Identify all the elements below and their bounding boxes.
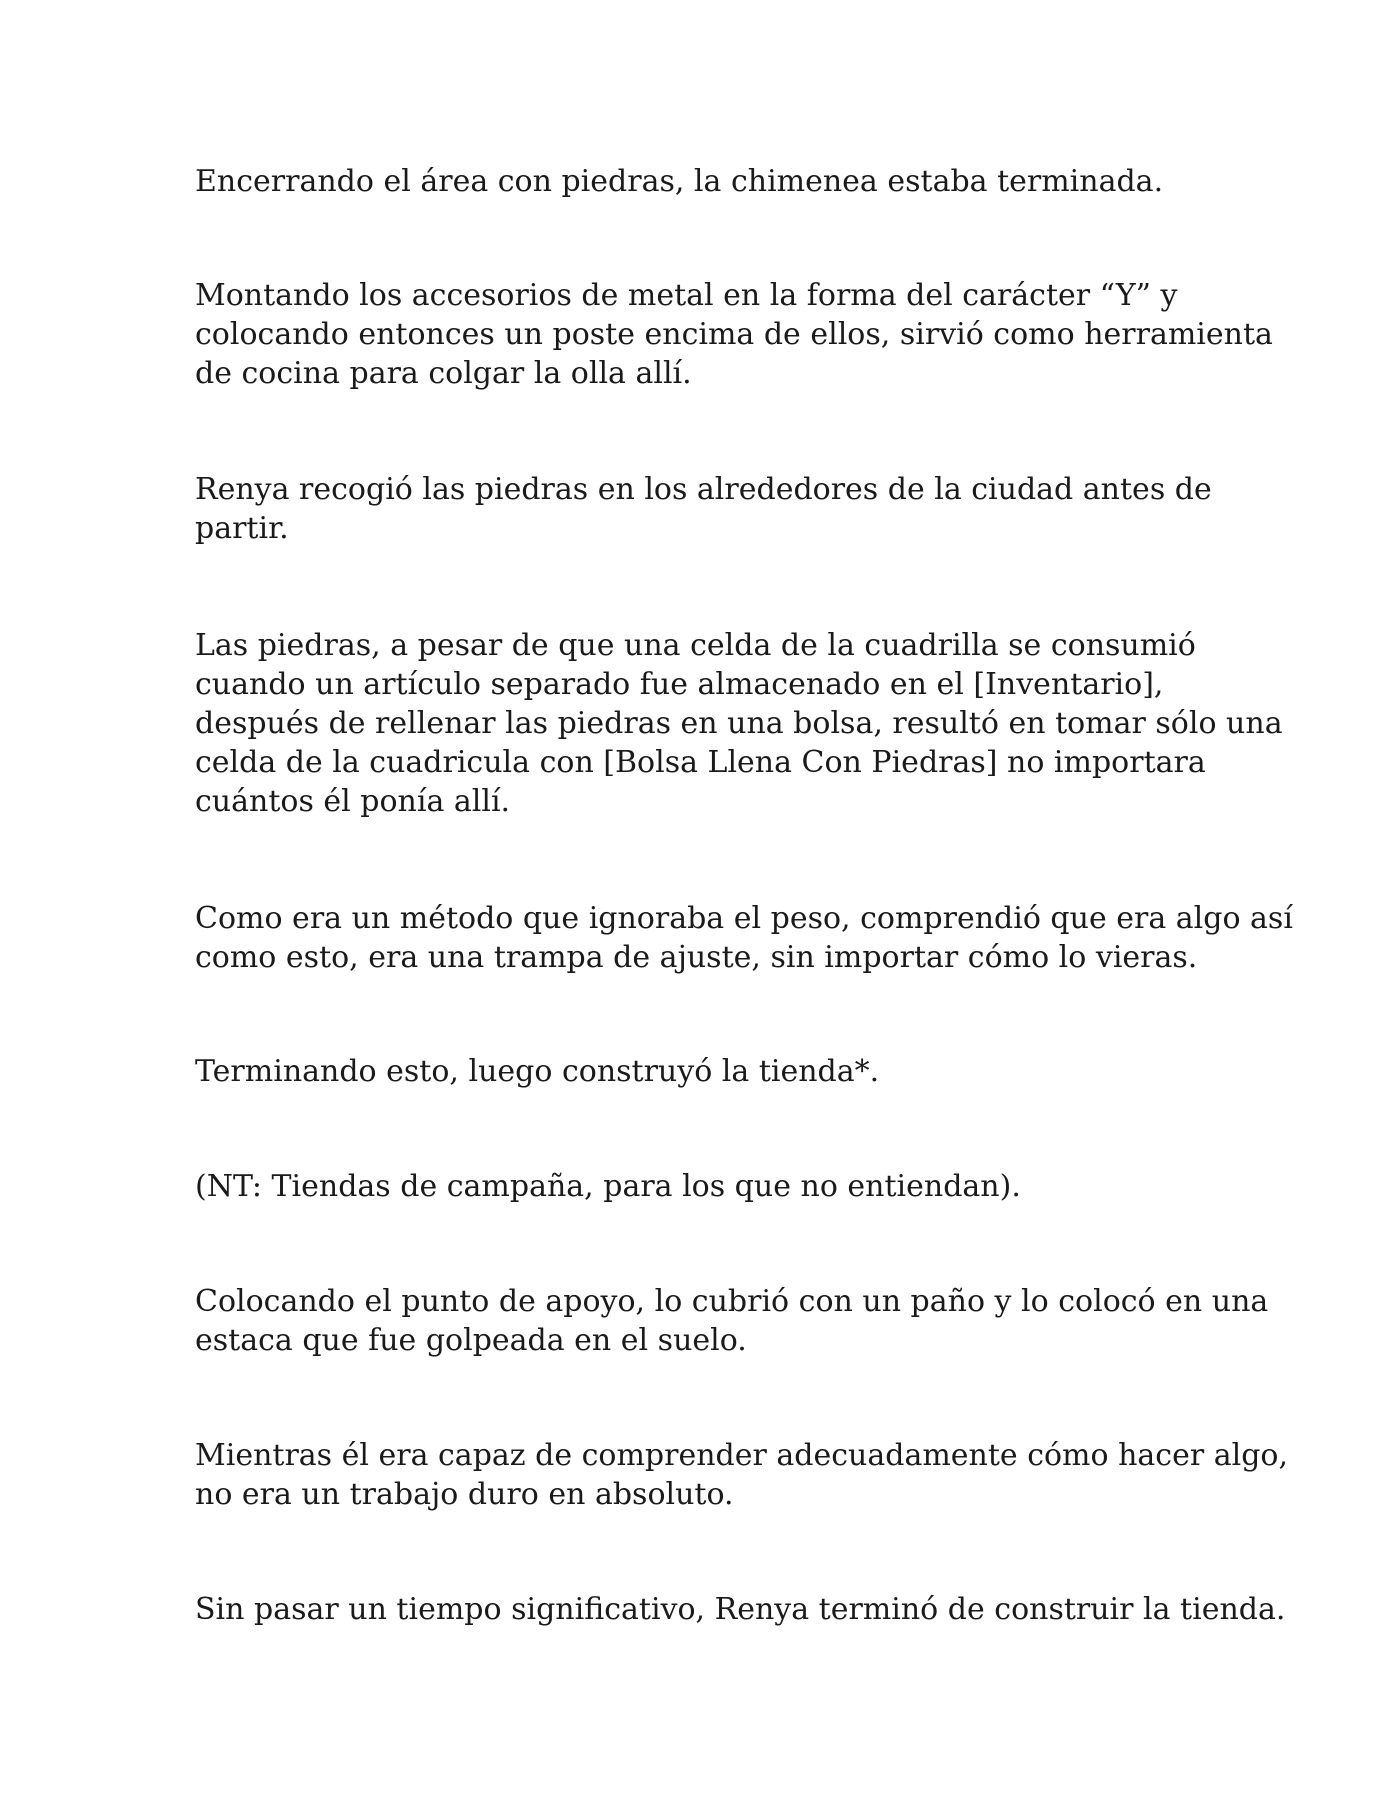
paragraph-9 [195,1436,1289,1514]
text-line: Encerrando el área con piedras, la chimenea estaba terminada. [195,164,1164,199]
paragraph-5 [195,899,1293,977]
text-line: Como era un método que ignoraba el peso, comprendió que era algo así [195,901,1293,936]
paragraph-2 [195,276,1273,393]
paragraph-10 [195,1590,1286,1629]
text-line: Colocando el punto de apoyo, lo cubrió con un paño y lo colocó en una [195,1284,1269,1319]
text-line: celda de la cuadricula con [Bolsa Llena Con Piedras] no importara [195,745,1206,780]
paragraph-1 [195,162,1225,201]
paragraph-6 [195,1052,1225,1091]
text-line: Las piedras, a pesar de que una celda de la cuadrilla se consumió [195,628,1196,663]
text-line: de cocina para colgar la olla allí. [195,356,692,391]
text-line: Terminando esto, luego construyó la tienda*. [195,1054,880,1089]
text-line: cuando un artículo separado fue almacenado en el [Inventario], [195,667,1164,702]
text-line: partir. [195,511,289,546]
text-line: Mientras él era capaz de comprender adecuadamente cómo hacer algo, [195,1438,1289,1473]
text-line: no era un trabajo duro en absoluto. [195,1477,734,1512]
text-line: estaca que fue golpeada en el suelo. [195,1323,747,1358]
text-line: Montando los accesorios de metal en la forma del carácter “Y” y [195,278,1178,313]
text-line: colocando entonces un poste encima de ellos, sirvió como herramienta [195,317,1273,352]
paragraph-4 [195,626,1283,821]
text-line: Renya recogió las piedras en los alrededores de la ciudad antes de [195,472,1212,507]
text-line: (NT: Tiendas de campaña, para los que no entiendan). [195,1169,1021,1204]
paragraph-7 [195,1167,1225,1206]
text-line: como esto, era una trampa de ajuste, sin importar cómo lo vieras. [195,940,1198,975]
paragraph-8 [195,1282,1269,1360]
text-line: cuántos él ponía allí. [195,784,511,819]
text-line: después de rellenar las piedras en una bolsa, resultó en tomar sólo una [195,706,1283,741]
paragraph-3 [195,470,1225,548]
text-line: Sin pasar un tiempo significativo, Renya terminó de construir la tienda. [195,1592,1286,1627]
